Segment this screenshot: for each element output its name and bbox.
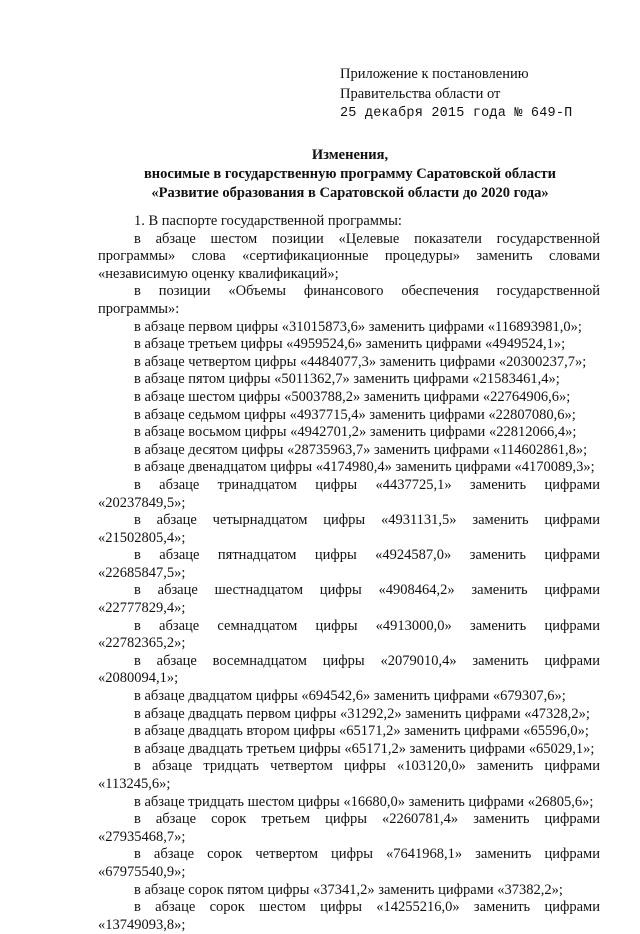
attachment-header — [340, 64, 600, 124]
document-body — [98, 213, 600, 934]
paragraph: в абзаце двадцатом цифры «694542,6» заменить цифрами «679307,6»; — [134, 688, 566, 705]
attachment-line-1: Приложение к постановлению — [340, 66, 529, 82]
paragraph: в абзаце шестом цифры «5003788,2» заменить цифрами «22764906,6»; — [134, 388, 571, 405]
paragraph: в абзаце сорок четвертом цифры «7641968,1» заменить цифрами «67975540,9»; — [98, 846, 600, 880]
paragraph: в позиции «Объемы финансового обеспечения государственной программы»: — [98, 283, 600, 317]
paragraph: в абзаце двенадцатом цифры «4174980,4» заменить цифрами «4170089,3»; — [134, 459, 595, 476]
paragraph: в абзаце первом цифры «31015873,6» заменить цифрами «116893981,0»; — [134, 318, 582, 335]
title-line-1: Изменения, — [311, 147, 389, 163]
paragraph: в абзаце десятом цифры «28735963,7» заменить цифрами «114602861,8»; — [134, 441, 588, 458]
attachment-line-2: Правительства области от — [340, 86, 501, 102]
paragraph: в абзаце двадцать первом цифры «31292,2» заменить цифрами «47328,2»; — [134, 705, 590, 722]
paragraph: в абзаце шестом позиции «Целевые показатели государственной программы» слова «сертификационные процедуры» заменить словами «независимую оценку квалификаций»; — [98, 230, 600, 282]
paragraph: в абзаце двадцать втором цифры «65171,2» заменить цифрами «65596,0»; — [134, 723, 589, 740]
paragraph: в абзаце восьмом цифры «4942701,2» заменить цифрами «22812066,4»; — [134, 424, 577, 441]
paragraph: 1. В паспорте государственной программы: — [134, 213, 402, 229]
paragraph: в абзаце четвертом цифры «4484077,3» заменить цифрами «20300237,7»; — [134, 353, 587, 370]
paragraph: в абзаце тринадцатом цифры «4437725,1» заменить цифрами «20237849,5»; — [98, 476, 600, 511]
paragraph: в абзаце семнадцатом цифры «4913000,0» заменить цифрами «22782365,2»; — [98, 617, 600, 652]
paragraph: в абзаце сорок пятом цифры «37341,2» заменить цифрами «37382,2»; — [134, 881, 563, 898]
paragraph: в абзаце пятнадцатом цифры «4924587,0» заменить цифрами «22685847,5»; — [98, 547, 600, 581]
paragraph: в абзаце четырнадцатом цифры «4931131,5» заменить цифрами «21502805,4»; — [98, 512, 600, 546]
title-line-2: вносимые в государственную программу Саратовской области — [143, 166, 557, 182]
paragraph: в абзаце сорок шестом цифры «14255216,0» заменить цифрами «13749093,8»; — [98, 899, 600, 933]
attachment-line-3: 25 декабря 2015 года № 649-П — [340, 106, 573, 121]
paragraph: в абзаце двадцать третьем цифры «65171,2» заменить цифрами «65029,1»; — [134, 740, 595, 757]
paragraph: в абзаце восемнадцатом цифры «2079010,4» заменить цифрами «2080094,1»; — [98, 652, 600, 687]
paragraph: в абзаце шестнадцатом цифры «4908464,2» заменить цифрами «22777829,4»; — [98, 582, 600, 617]
paragraph: в абзаце седьмом цифры «4937715,4» заменить цифрами «22807080,6»; — [134, 406, 576, 423]
paragraph: в абзаце тридцать четвертом цифры «103120,0» заменить цифрами «113245,6»; — [98, 758, 600, 792]
document-title — [60, 146, 640, 203]
title-line-3: «Развитие образования в Саратовской области до 2020 года» — [151, 185, 549, 201]
paragraph: в абзаце сорок третьем цифры «2260781,4» заменить цифрами «27935468,7»; — [98, 811, 600, 845]
paragraph: в абзаце тридцать шестом цифры «16680,0» заменить цифрами «26805,6»; — [134, 793, 594, 810]
paragraph: в абзаце пятом цифры «5011362,7» заменить цифрами «21583461,4»; — [134, 371, 560, 388]
paragraph: в абзаце третьем цифры «4959524,6» заменить цифрами «4949524,1»; — [134, 336, 566, 353]
